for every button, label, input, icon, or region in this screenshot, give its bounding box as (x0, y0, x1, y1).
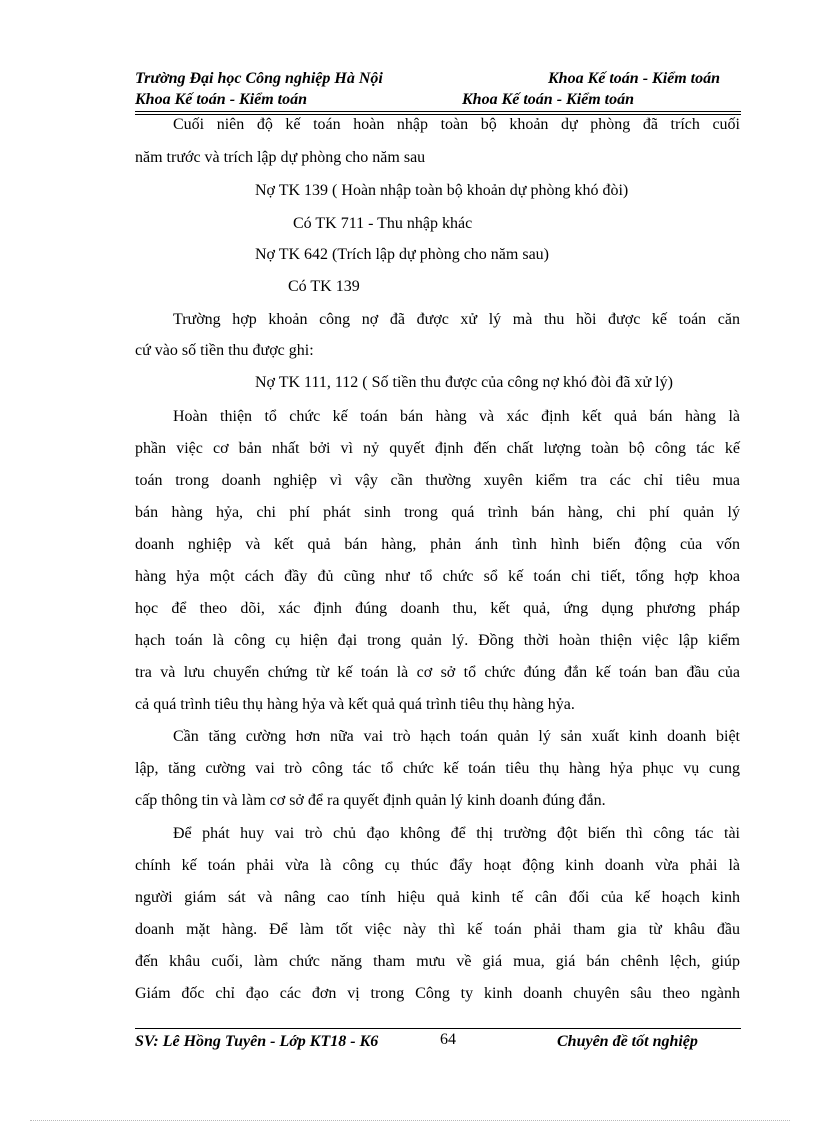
text-line: doanh nghiệp và kết quả bán hàng, phản ánh tình hình biến động của vốn (135, 536, 740, 553)
text-line: hạch toán là công cụ hiện đại trong quản lý. Đồng thời hoàn thiện việc lập kiểm (135, 632, 740, 649)
text-line: học để theo dõi, xác định đúng doanh thu, kết quả, ứng dụng phương pháp (135, 600, 740, 617)
text-line: Để phát huy vai trò chủ đạo không để thị trường đột biến thì công tác tài (173, 825, 740, 842)
header-rule (135, 111, 741, 112)
text-line: cấp thông tin và làm cơ sở để ra quyết định quản lý kinh doanh đúng đắn. (135, 792, 606, 809)
journal-entry-debit: Nợ TK 139 ( Hoàn nhập toàn bộ khoản dự phòng khó đòi) (255, 182, 629, 199)
text-line: bán hàng hỷa, chi phí phát sinh trong quá trình bán hàng, chi phí quản lý (135, 504, 740, 521)
text-line: hàng hỷa một cách đầy đủ cũng như tổ chức sổ kế toán chi tiết, tổng hợp khoa (135, 568, 740, 585)
header-faculty-left: Khoa Kế toán - Kiểm toán (135, 91, 308, 108)
text-line: Trường hợp khoản công nợ đã được xử lý mà thu hồi được kế toán căn (173, 311, 740, 328)
text-line: tra và lưu chuyển chứng từ kế toán là cơ sở tổ chức đúng đắn kế toán ban đầu của (135, 664, 740, 681)
journal-entry-credit: Có TK 139 (288, 278, 360, 295)
header-school-name: Trường Đại học Công nghiệp Hà Nội (135, 70, 383, 87)
page-number: 64 (440, 1031, 456, 1048)
footer-student-info: SV: Lê Hồng Tuyên - Lớp KT18 - K6 (135, 1033, 379, 1050)
text-line: Giám đốc chỉ đạo các đơn vị trong Công ty kinh doanh chuyên sâu theo ngành (135, 985, 740, 1002)
header-faculty-center: Khoa Kế toán - Kiểm toán (462, 91, 635, 108)
text-line: Cần tăng cường hơn nữa vai trò hạch toán quản lý sản xuất kinh doanh biệt (173, 728, 740, 745)
journal-entry-debit: Nợ TK 642 (Trích lập dự phòng cho năm sau) (255, 246, 549, 263)
text-line: đến khâu cuối, làm chức năng tham mưu về giá mua, giá bán chênh lệch, giúp (135, 953, 740, 970)
header-rule-inner (135, 114, 741, 115)
text-line: phần việc cơ bản nhất bởi vì nỷ quyết định đến chất lượng toàn bộ công tác kế (135, 440, 740, 457)
text-line: lập, tăng cường vai trò công tác tổ chức kế toán tiêu thụ hàng hỷa phục vụ cung (135, 760, 740, 777)
text-line: Cuối niên độ kế toán hoàn nhập toàn bộ khoản dự phòng đã trích cuối (173, 116, 740, 133)
text-line: toán trong doanh nghiệp vì vậy cần thường xuyên kiểm tra các chỉ tiêu mua (135, 472, 740, 489)
footer-document-type: Chuyên đề tốt nghiệp (557, 1033, 698, 1050)
journal-entry-credit: Có TK 711 - Thu nhập khác (293, 215, 473, 232)
text-line: doanh mặt hàng. Để làm tốt việc này thì kế toán phải tham gia từ khâu đầu (135, 921, 740, 938)
page-bottom-dotted-border (30, 1120, 790, 1121)
journal-entry-debit: Nợ TK 111, 112 ( Số tiền thu được của công nợ khó đòi đã xử lý) (255, 374, 673, 391)
text-line: Hoàn thiện tổ chức kế toán bán hàng và xác định kết quả bán hàng là (173, 408, 740, 425)
text-line: cả quá trình tiêu thụ hàng hỷa và kết quả quá trình tiêu thụ hàng hỷa. (135, 696, 575, 713)
footer-rule (135, 1028, 741, 1029)
text-line: cứ vào số tiền thu được ghi: (135, 342, 314, 359)
text-line: chính kế toán phải vừa là công cụ thúc đẩy hoạt động kinh doanh vừa phải là (135, 857, 740, 874)
text-line: người giám sát và nâng cao tính hiệu quả kinh tế cân đối của kế hoạch kinh (135, 889, 740, 906)
header-faculty-right: Khoa Kế toán - Kiểm toán (548, 70, 721, 87)
text-line: năm trước và trích lập dự phòng cho năm sau (135, 149, 426, 166)
